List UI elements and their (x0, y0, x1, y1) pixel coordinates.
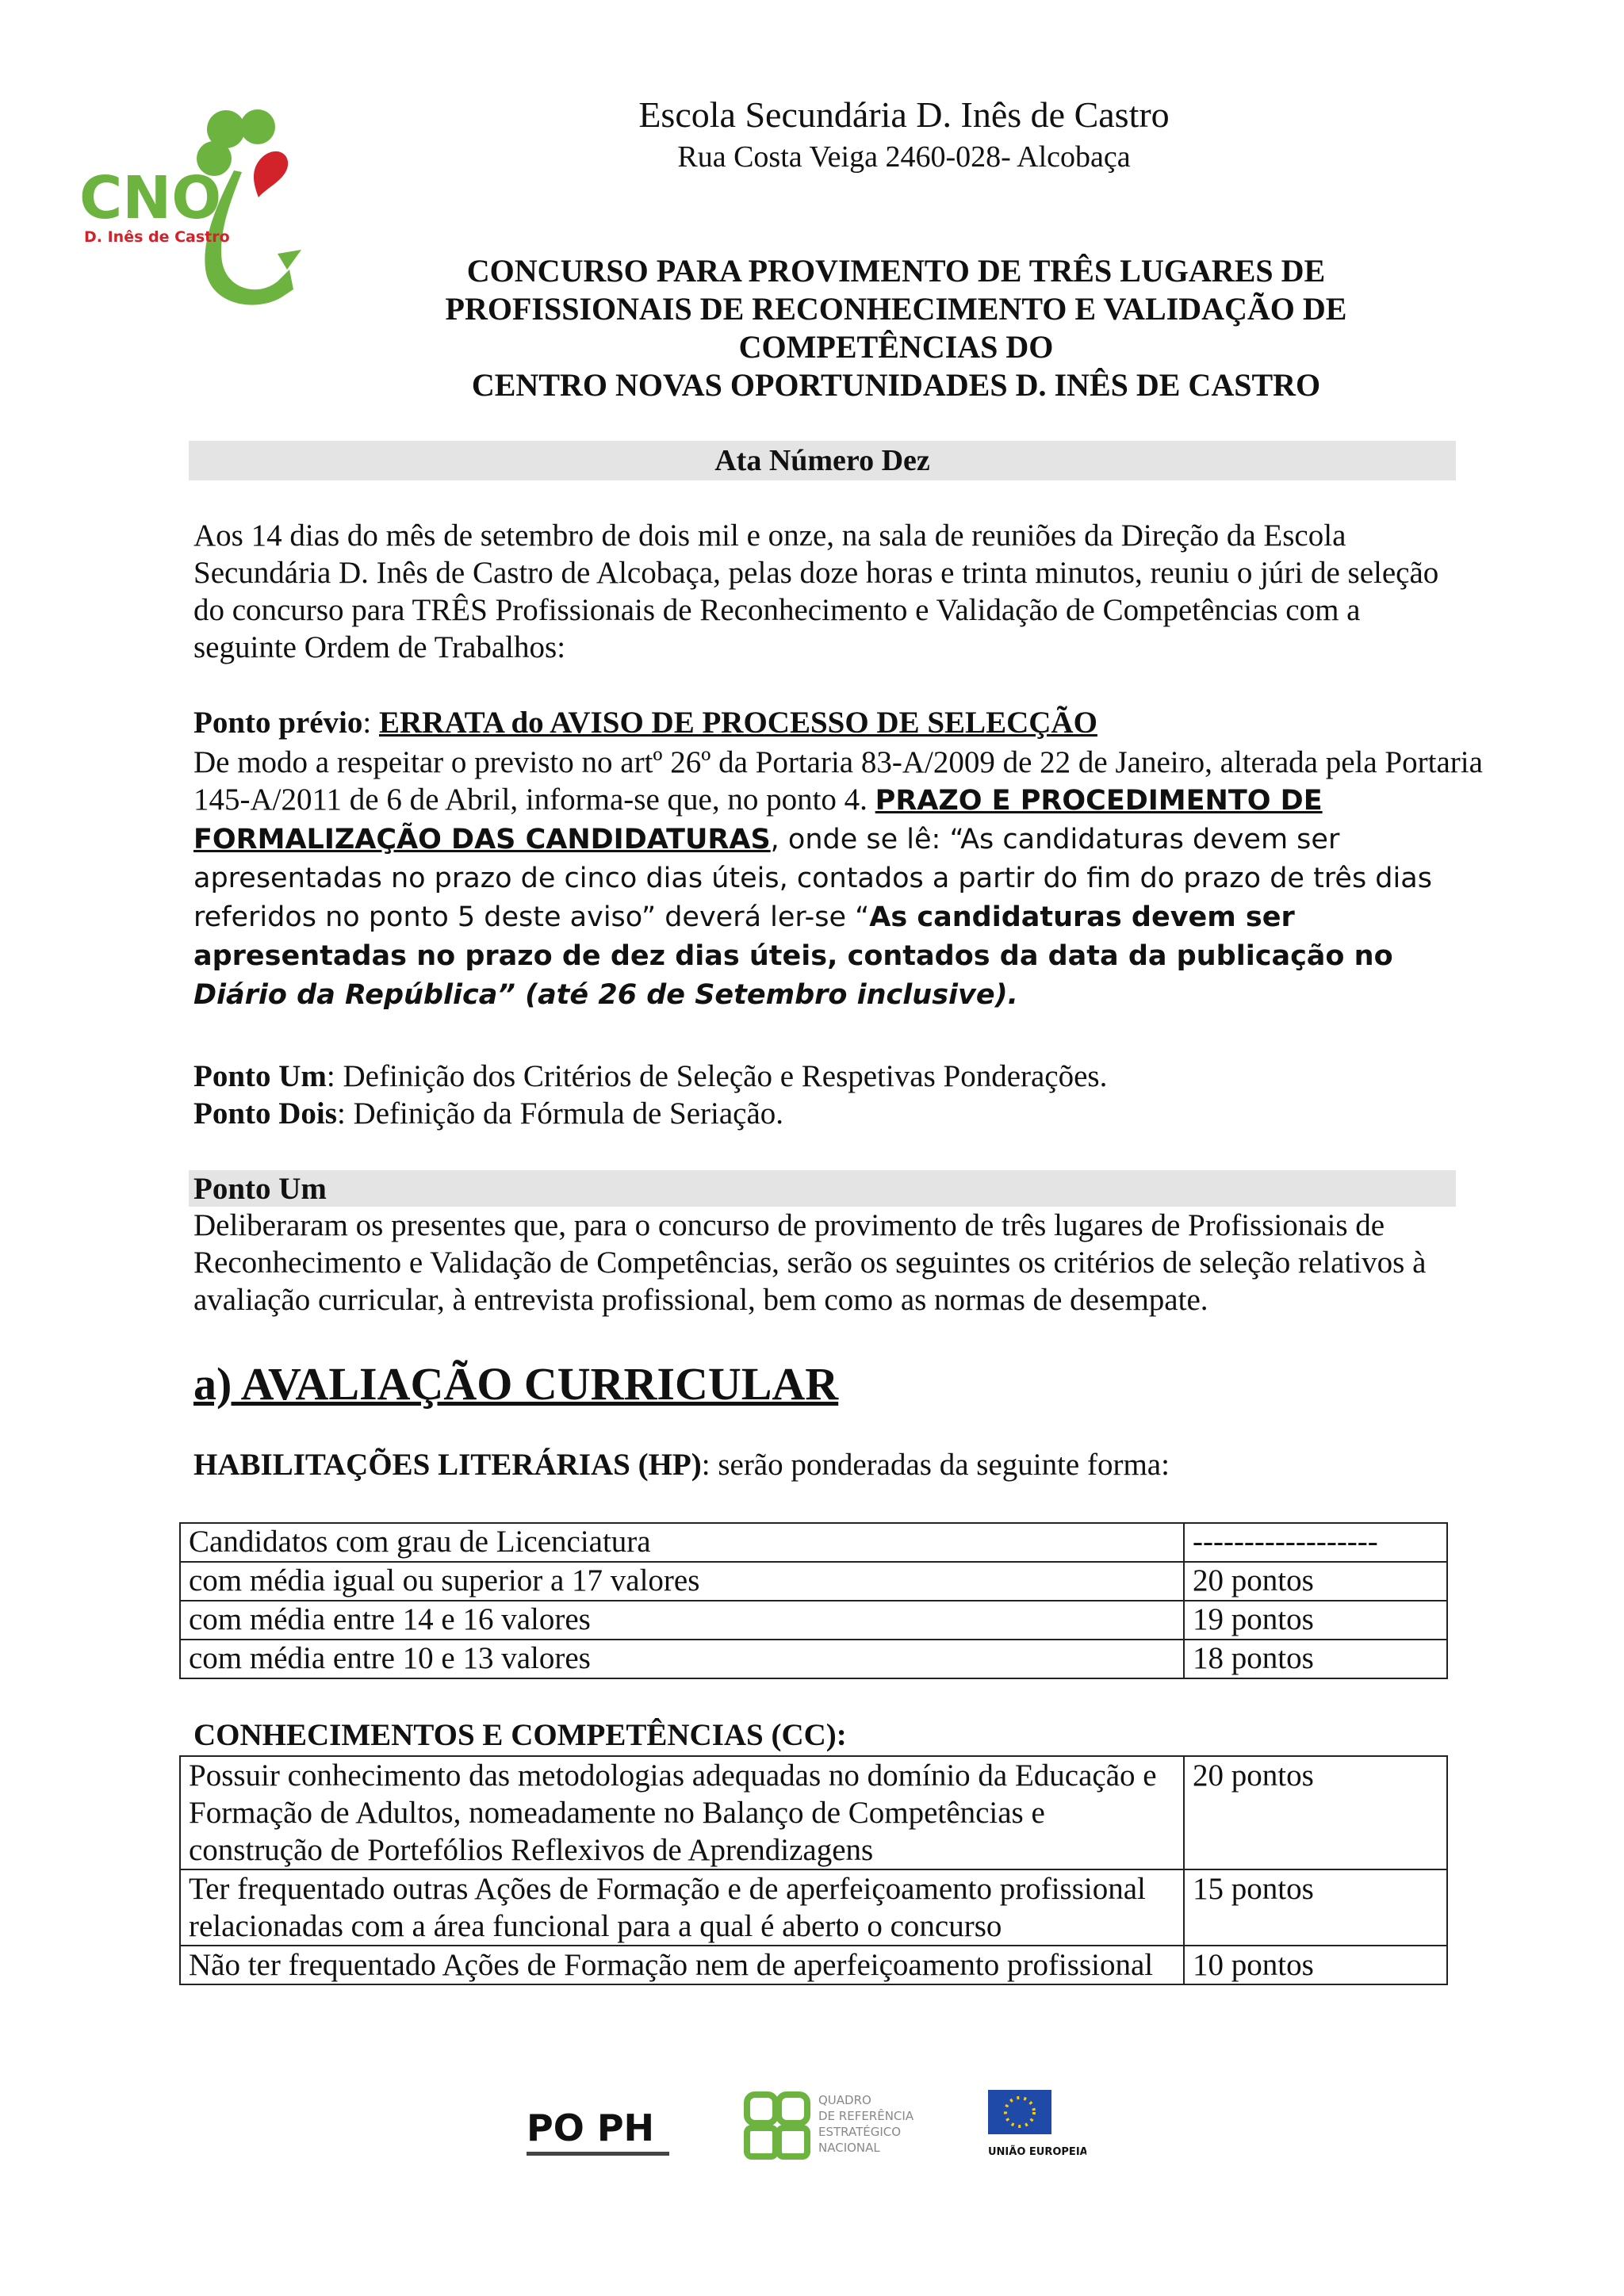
errata-sans-mid: , onde se lê: “As candidaturas devem ser apresentadas no prazo de cinco dias úteis, contados a partir do fim do prazo de três dias referidos no ponto 5 deste aviso” deverá ler-se “ (193, 824, 1432, 933)
ponto-um-bar (189, 1170, 1456, 1207)
title-line: CENTRO NOVAS OPORTUNIDADES D. INÊS DE CASTRO (471, 367, 1321, 403)
table-cell: com média entre 10 e 13 valores (180, 1640, 1184, 1678)
logo-subtitle: D. Inês de Castro (84, 228, 230, 246)
table-cell: 10 pontos (1184, 1946, 1447, 1984)
agenda-point-label: Ponto Dois (193, 1096, 337, 1131)
agenda-point-text: : Definição da Fórmula de Seriação. (336, 1096, 784, 1131)
errata-sans-bold: As candidaturas devem ser apresentadas no prazo de dez dias úteis, contados da data da publicação no (193, 901, 1393, 972)
table-row (180, 1523, 1447, 1562)
table-row (180, 1869, 1447, 1946)
table-cell: Não ter frequentado Ações de Formação nem de aperfeiçoamento profissional (180, 1946, 1184, 1984)
qren-line: QUADRO (818, 2093, 871, 2107)
school-name: Escola Secundária D. Inês de Castro (638, 94, 1170, 135)
hp-heading (193, 1447, 1170, 1483)
ponto-um-paragraph: Deliberaram os presentes que, para o concurso de provimento de três lugares de Profissionais de Reconhecimento e Validação de Competências, serão os seguintes os critérios de seleção relativos à avaliação curricular, à entrevista profissional, bem como as normas de desempate. (193, 1208, 1427, 1317)
qren-line: DE REFERÊNCIA (818, 2109, 914, 2123)
school-address: Rua Costa Veiga 2460-028- Alcobaça (677, 140, 1131, 174)
table-cell: 20 pontos (1184, 1756, 1447, 1869)
title-line: COMPETÊNCIAS DO (738, 329, 1054, 365)
errata-colon: : (362, 706, 379, 740)
table-row (180, 1756, 1447, 1869)
table-row (180, 1601, 1447, 1640)
table-cell: Candidatos com grau de Licenciatura (180, 1523, 1184, 1562)
table-cell: ------------------ (1184, 1523, 1447, 1562)
errata-label: Ponto prévio (193, 706, 363, 740)
hp-label: HABILITAÇÕES LITERÁRIAS (HP) (193, 1448, 702, 1482)
errata-paragraph (193, 744, 1494, 1014)
errata-sans-bold-italic: Diário da República” (até 26 de Setembro inclusive). (193, 979, 1018, 1011)
logo-text: CNO (79, 164, 222, 232)
table-cell: com média igual ou superior a 17 valores (180, 1562, 1184, 1601)
eu-flag-logo (988, 2090, 1086, 2158)
table-cell: Ter frequentado outras Ações de Formação e de aperfeiçoamento profissional relacionadas com a área funcional para a qual é aberto o concurso (180, 1869, 1184, 1946)
agenda-point (193, 1095, 1494, 1132)
ponto-um-heading: Ponto Um (193, 1172, 327, 1206)
ata-title: Ata Número Dez (714, 444, 930, 477)
agenda-point-text: : Definição dos Critérios de Seleção e Respetivas Ponderações. (326, 1059, 1108, 1093)
table-row (180, 1640, 1447, 1678)
hp-text: : serão ponderadas da seguinte forma: (701, 1448, 1170, 1482)
cc-heading: CONHECIMENTOS E COMPETÊNCIAS (CC): (193, 1718, 847, 1752)
errata-sans-text (193, 785, 1432, 1011)
table-cell: Possuir conhecimento das metodologias adequadas no domínio da Educação e Formação de Adultos, nomeadamente no Balanço de Competências e construção de Portefólios Reflexivos de Aprendizagens (180, 1756, 1184, 1869)
agenda-point-label: Ponto Um (193, 1059, 327, 1093)
eu-label: UNIÃO EUROPEIA (988, 2146, 1086, 2158)
poph-text: PO PH (527, 2107, 655, 2149)
table-cell: 20 pontos (1184, 1562, 1447, 1601)
hp-table (179, 1522, 1448, 1679)
errata-sans-title: PRAZO E PROCEDIMENTO DE FORMALIZAÇÃO DAS CANDIDATURAS (193, 785, 1323, 855)
errata-title: ERRATA do AVISO DE PROCESSO DE SELECÇÃO (379, 706, 1097, 740)
cc-table (179, 1755, 1448, 1985)
table-row (180, 1946, 1447, 1984)
qren-logo (747, 2093, 914, 2156)
errata-text-serif: De modo a respeitar o previsto no artº 26º da Portaria 83-A/2009 de 22 de Janeiro, alterada pela Portaria 145-A/2011 de 6 de Abril, informa-se que, no ponto 4. (193, 745, 1483, 817)
poph-logo (527, 2107, 669, 2156)
table-cell: 15 pontos (1184, 1869, 1447, 1946)
footer-logos (523, 2079, 1086, 2174)
table-cell: 19 pontos (1184, 1601, 1447, 1640)
document-title (365, 252, 1427, 404)
table-cell: com média entre 14 e 16 valores (180, 1601, 1184, 1640)
errata-heading (193, 704, 1494, 741)
agenda-points (193, 1058, 1494, 1132)
intro-paragraph: Aos 14 dias do mês de setembro de dois mil e onze, na sala de reuniões da Direção da Escola Secundária D. Inês de Castro de Alcobaça, pelas doze horas e trinta minutos, reuniu o júri de seleção do concurso para TRÊS Profissionais de Reconhecimento e Validação de Competências com a seguinte Ordem de Trabalhos: (193, 519, 1439, 664)
agenda-point (193, 1058, 1494, 1095)
cno-logo (79, 99, 325, 313)
qren-line: NACIONAL (818, 2141, 880, 2155)
table-cell: 18 pontos (1184, 1640, 1447, 1678)
qren-line: ESTRATÉGICO (818, 2125, 902, 2139)
title-line: PROFISSIONAIS DE RECONHECIMENTO E VALIDAÇÃO DE (445, 291, 1347, 327)
title-line: CONCURSO PARA PROVIMENTO DE TRÊS LUGARES DE (466, 253, 1326, 289)
section-a-heading: a) AVALIAÇÃO CURRICULAR (193, 1358, 839, 1410)
table-row (180, 1562, 1447, 1601)
